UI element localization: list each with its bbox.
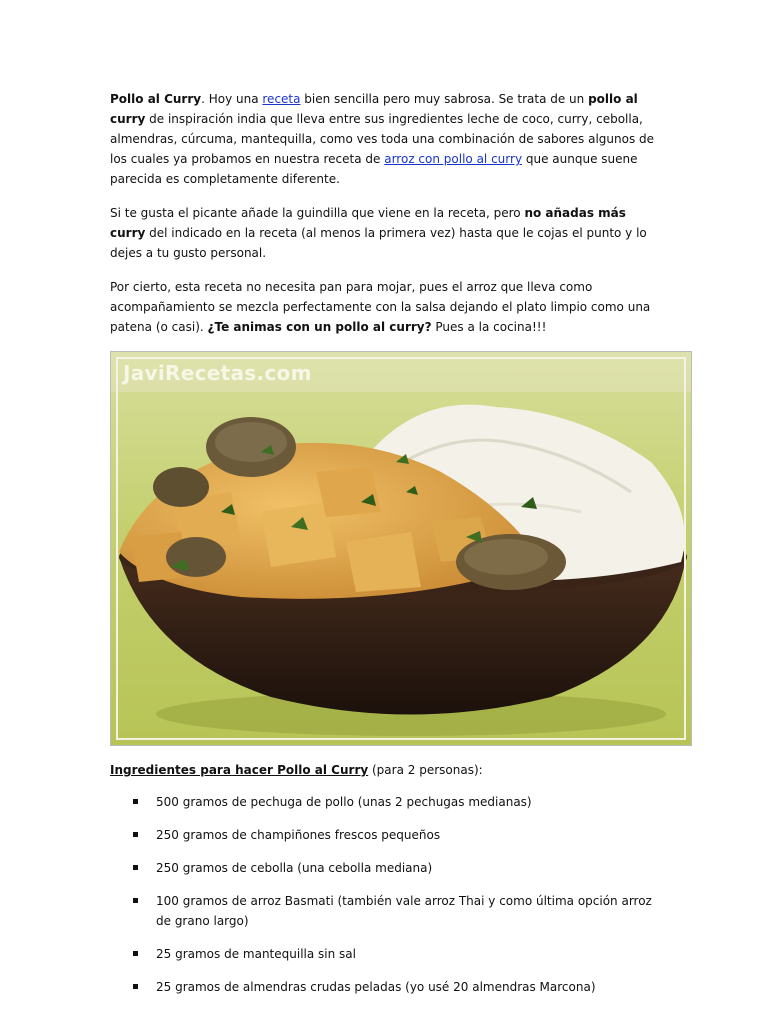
serving-bold: ¿Te animas con un pollo al curry? (207, 320, 432, 334)
serving-paragraph (110, 277, 662, 337)
intro-text-2: bien sencilla pero muy sabrosa. Se trata de un (300, 92, 589, 106)
ingredients-serving: (para 2 personas): (368, 763, 483, 777)
ingredient-text: 25 gramos de mantequilla sin sal (156, 947, 356, 961)
ingredients-list (110, 792, 662, 997)
intro-paragraph (110, 89, 662, 189)
photo-frame (116, 357, 686, 740)
receta-link[interactable]: receta (262, 92, 301, 106)
list-item (110, 944, 662, 964)
bullet-icon (133, 832, 138, 837)
recipe-title: Pollo al Curry (110, 92, 202, 106)
document-content (110, 89, 662, 1010)
ingredients-heading-underline (110, 763, 368, 777)
ingredient-text: 250 gramos de cebolla (una cebolla mediana) (156, 861, 433, 875)
ingredients-heading: Ingredientes para hacer Pollo al Curry (110, 763, 369, 777)
ingredient-text: 100 gramos de arroz Basmati (también vale arroz Thai y como última opción arroz de grano largo) (156, 894, 652, 928)
serving-text-2: Pues a la cocina!!! (431, 320, 547, 334)
bullet-icon (133, 865, 138, 870)
spice-bold: no añadas más curry (110, 206, 626, 240)
list-item (110, 891, 662, 931)
list-item (110, 792, 662, 812)
intro-bold-1: pollo al curry (110, 92, 638, 126)
arroz-pollo-curry-link[interactable]: arroz con pollo al curry (384, 152, 523, 166)
ingredients-heading-line (110, 760, 662, 780)
spice-text-2: del indicado en la receta (al menos la primera vez) hasta que le cojas el punto y lo dejes a tu gusto personal. (110, 226, 647, 260)
bullet-icon (133, 951, 138, 956)
serving-text-1: Por cierto, esta receta no necesita pan para mojar, pues el arroz que lleva como acompañamiento se mezcla perfectamente con la salsa dejando el plato limpio como una patena (o casi). (110, 280, 651, 334)
list-item (110, 977, 662, 997)
ingredient-text: 25 gramos de almendras crudas peladas (yo usé 20 almendras Marcona) (156, 980, 596, 994)
spice-paragraph (110, 203, 662, 263)
bullet-icon (133, 799, 138, 804)
bullet-icon (133, 898, 138, 903)
recipe-photo (110, 351, 692, 746)
intro-text-1: . Hoy una (201, 92, 263, 106)
photo-watermark: JaviRecetas.com (123, 361, 312, 385)
intro-text-4: que aunque suene parecida es completamente diferente. (110, 152, 638, 186)
spice-text-1: Si te gusta el picante añade la guindilla que viene en la receta, pero (110, 206, 525, 220)
ingredient-text: 500 gramos de pechuga de pollo (unas 2 pechugas medianas) (156, 795, 532, 809)
bullet-icon (133, 984, 138, 989)
intro-text-3: de inspiración india que lleva entre sus ingredientes leche de coco, curry, cebolla, almendras, cúrcuma, mantequilla, como ves toda una combinación de sabores algunos de los cuales ya probamos en nuestra receta de (110, 112, 655, 166)
list-item (110, 825, 662, 845)
ingredient-text: 250 gramos de champiñones frescos pequeños (156, 828, 441, 842)
list-item (110, 858, 662, 878)
